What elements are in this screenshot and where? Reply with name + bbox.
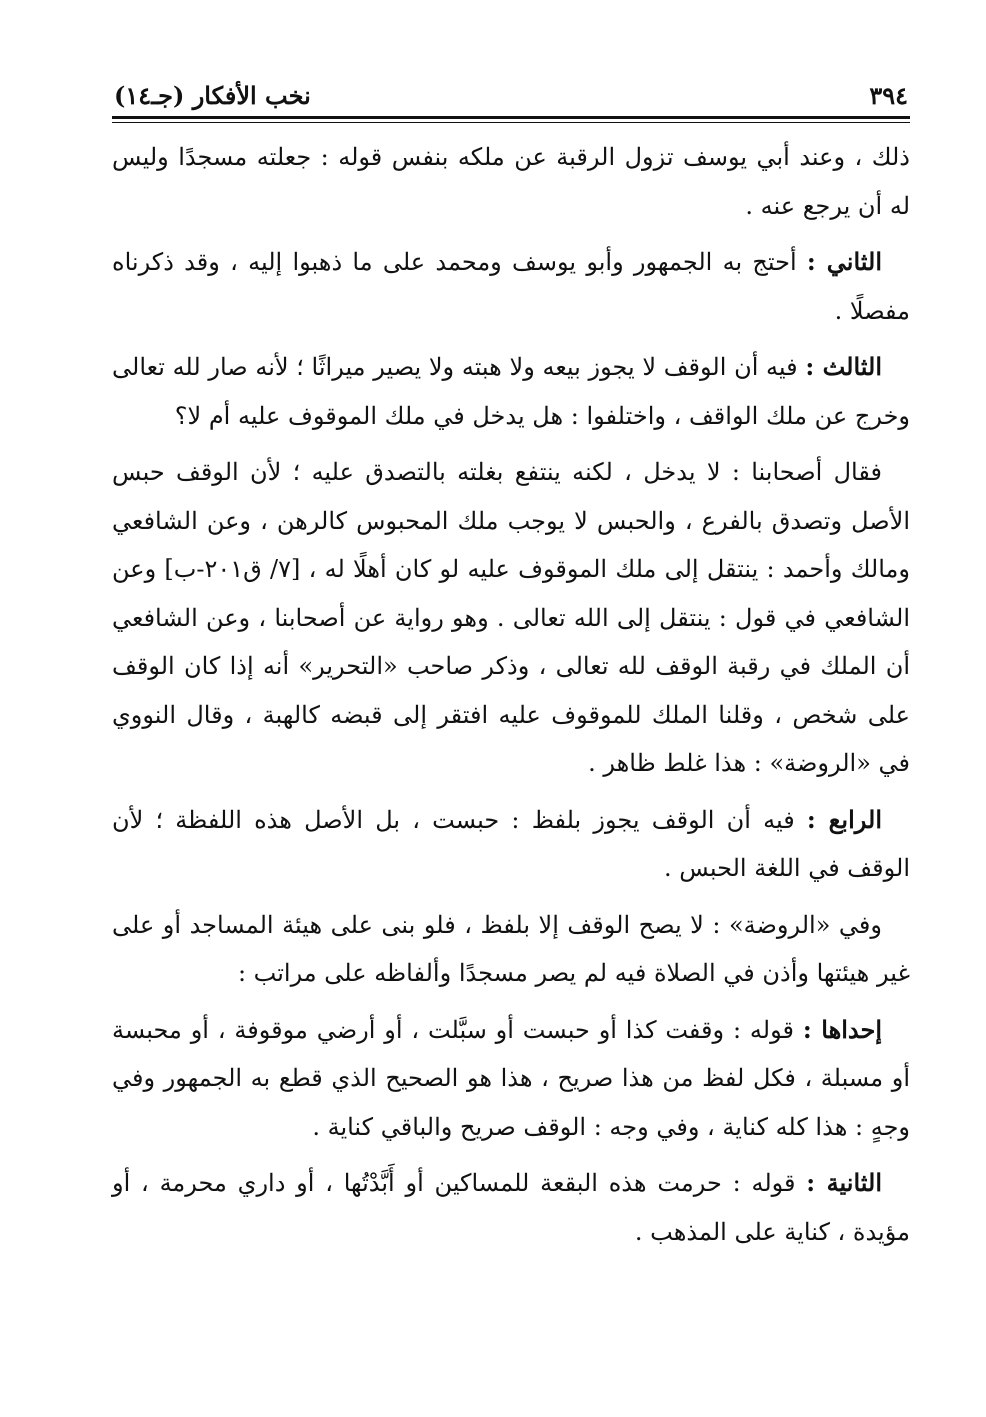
header-rule-thick	[112, 116, 910, 119]
paragraph-continuation	[112, 133, 910, 230]
paragraph-heading: الثانية :	[806, 1168, 882, 1197]
paragraph-heading: إحداها :	[802, 1014, 883, 1044]
paragraph-text: فيه أن الوقف لا يجوز بيعه ولا هبته ولا يصير ميراثًا ؛ لأنه صار لله تعالى وخرج عن ملك الواقف ، واختلفوا : هل يدخل في ملك الموقوف عليه أم لا؟	[112, 353, 910, 430]
page-body	[112, 133, 910, 1256]
page-number: ٣٩٤	[869, 81, 908, 110]
paragraph-fourth	[112, 796, 910, 893]
running-title: نخب الأفكار (جـ١٤)	[114, 81, 311, 110]
paragraph-opinions	[112, 448, 910, 788]
paragraph-second	[112, 238, 910, 335]
paragraph-text: وفي «الروضة» : لا يصح الوقف إلا بلفظ ، فلو بنى على هيئة المساجد أو على غير هيئتها وأذن في الصلاة فيه لم يصر مسجدًا وألفاظه على مراتب :	[112, 910, 910, 987]
page-header	[112, 70, 910, 114]
header-rule-thin	[112, 122, 910, 123]
paragraph-first-rank	[112, 1006, 910, 1152]
paragraph-text: قوله : حرمت هذه البقعة للمساكين أو أَبَّدْتُها ، أو داري محرمة ، أو مؤيدة ، كناية على المذهب .	[112, 1169, 910, 1246]
paragraph-text: فيه أن الوقف يجوز بلفظ : حبست ، بل الأصل هذه اللفظة ؛ لأن الوقف في اللغة الحبس .	[112, 805, 910, 882]
paragraph-rawda	[112, 901, 910, 998]
paragraph-text: أحتج به الجمهور وأبو يوسف ومحمد على ما ذهبوا إليه ، وقد ذكرناه مفصلًا .	[112, 248, 910, 325]
paragraph-text: فقال أصحابنا : لا يدخل ، لكنه ينتفع بغلته بالتصدق عليه ؛ لأن الوقف حبس الأصل وتصدق بالفرع ، والحبس لا يوجب ملك المحبوس كالرهن ، وعن الشافعي ومالك وأحمد : ينتقل إلى ملك الموقوف عليه لو كان أهلًا له ، [٧/ ق٢٠١-ب] وعن الشافعي في قول : ينتقل إلى الله تعالى . وهو رواية عن أصحابنا ، وعن الشافعي أن الملك في رقبة الوقف لله تعالى ، وذكر صاحب «التحرير» أنه إذا كان الوقف على شخص ، وقلنا الملك للموقوف عليه افتقر إلى قبضه كالهبة ، وقال النووي في «الروضة» : هذا غلط ظاهر .	[112, 458, 910, 777]
paragraph-text: قوله : وقفت كذا أو حبست أو سبَّلت ، أو أرضي موقوفة ، أو محبسة أو مسبلة ، فكل لفظ من هذا صريح ، هذا هو الصحيح الذي قطع به الجمهور وفي وجهٍ : هذا كله كناية ، وفي وجه : الوقف صريح والباقي كناية .	[112, 1015, 910, 1141]
paragraph-text: ذلك ، وعند أبي يوسف تزول الرقبة عن ملكه بنفس قوله : جعلته مسجدًا وليس له أن يرجع عنه .	[112, 143, 910, 220]
paragraph-second-rank	[112, 1159, 910, 1256]
paragraph-heading: الثاني :	[806, 247, 882, 276]
paragraph-third	[112, 343, 910, 440]
paragraph-heading: الثالث :	[805, 352, 882, 381]
paragraph-heading: الرابع :	[806, 804, 883, 834]
book-page	[112, 70, 910, 1264]
